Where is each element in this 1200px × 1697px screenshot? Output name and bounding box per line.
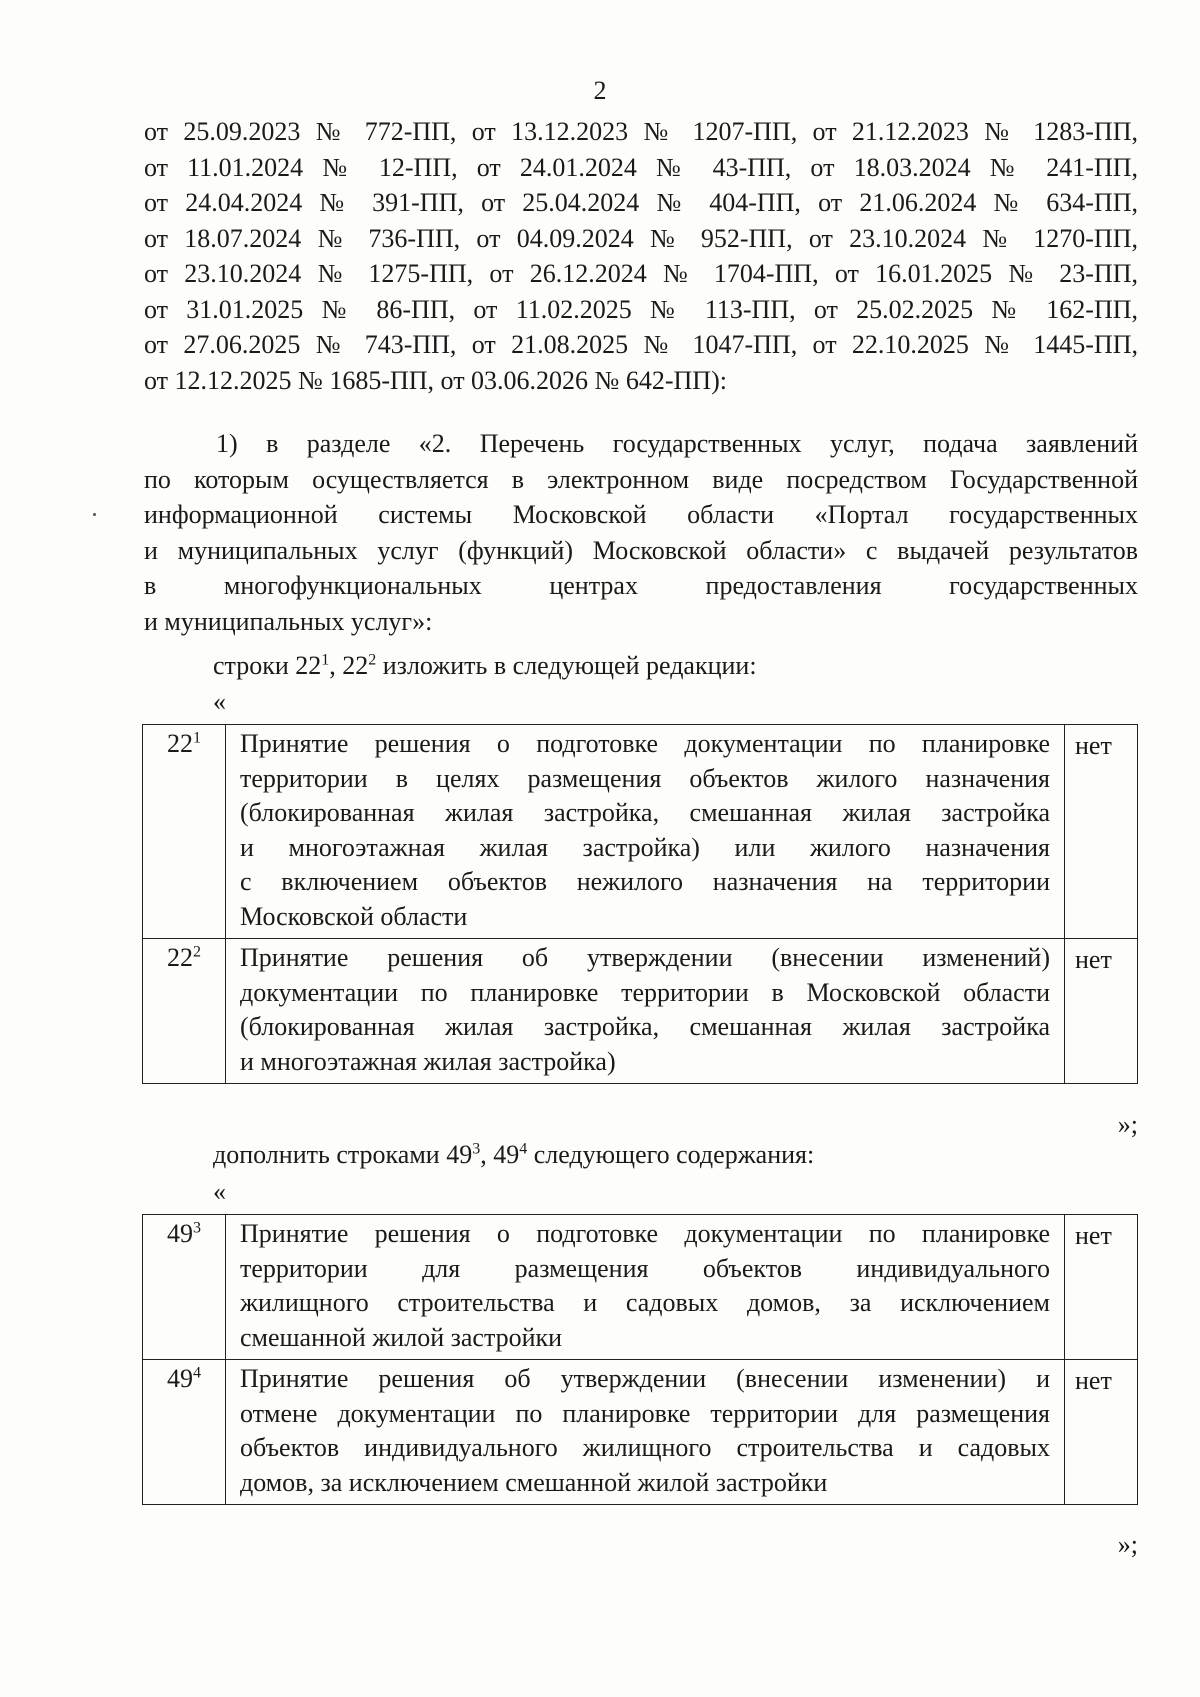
availability-flag: нет xyxy=(1065,1360,1138,1505)
scan-speck xyxy=(93,513,96,516)
close-quote: »; xyxy=(1117,1530,1138,1559)
service-name: Принятие решения о подготовке документации по планировке территории в целях размещения объектов жилого назначения (блокированная жилая застройка, смешанная жилая застройка и многоэтажная жилая застройка) или жилого назначения с включением объектов нежилого назначения на территории Московской области xyxy=(226,725,1065,939)
text-line: в многофункциональных центрах предоставления государственных xyxy=(144,571,1138,600)
text-line: от 27.06.2025 № 743-ПП, от 21.08.2025 № 1047-ПП, от 22.10.2025 № 1445-ПП, xyxy=(144,330,1138,359)
text-line: и муниципальных услуг»: xyxy=(144,606,433,636)
availability-flag: нет xyxy=(1065,1215,1138,1360)
service-name: Принятие решения о подготовке документации по планировке территории для размещения объектов индивидуального жилищного строительства и садовых домов, за исключением смешанной жилой застройки xyxy=(226,1215,1065,1360)
open-quote: « xyxy=(213,1177,226,1206)
services-table-1 xyxy=(142,724,1138,1084)
availability-flag: нет xyxy=(1065,939,1138,1084)
open-quote: « xyxy=(213,687,226,716)
amendment-list-paragraph xyxy=(144,114,1138,398)
text-line: от 25.09.2023 № 772-ПП, от 13.12.2023 № 1207-ПП, от 21.12.2023 № 1283-ПП, xyxy=(144,117,1138,146)
table-row xyxy=(143,1215,1138,1360)
text-line: от 18.07.2024 № 736-ПП, от 04.09.2024 № 952-ПП, от 23.10.2024 № 1270-ПП, xyxy=(144,223,1138,253)
services-table-2 xyxy=(142,1214,1138,1505)
text-line: от 11.01.2024 № 12-ПП, от 24.01.2024 № 43-ПП, от 18.03.2024 № 241-ПП, xyxy=(144,152,1138,182)
table-row xyxy=(143,1360,1138,1505)
table-row xyxy=(143,725,1138,939)
item-1-paragraph xyxy=(144,426,1138,639)
text-line: и муниципальных услуг (функций) Московской области» с выдачей результатов xyxy=(144,535,1138,565)
service-name: Принятие решения об утверждении (внесении изменении) и отмене документации по планировке территории для размещения объектов индивидуального жилищного строительства и садовых домов, за исключением смешанной жилой застройки xyxy=(226,1360,1065,1505)
row-number: $22^1$ xyxy=(143,725,226,939)
text-line: от 23.10.2024 № 1275-ПП, от 26.12.2024 № 1704-ПП, от 16.01.2025 № 23-ПП, xyxy=(144,259,1138,288)
text-line: от 31.01.2025 № 86-ПП, от 11.02.2025 № 113-ПП, от 25.02.2025 № 162-ПП, xyxy=(144,294,1138,324)
section-1-intro: строки $22^1$, $22^2$ изложить в следующей редакции: xyxy=(213,651,757,680)
section-2-intro: дополнить строками $49^3$, $49^4$ следующего содержания: xyxy=(213,1140,815,1169)
text-line: по которым осуществляется в электронном виде посредством Государственной xyxy=(144,464,1138,494)
service-name: Принятие решения об утверждении (внесении изменений) документации по планировке территории в Московской области (блокированная жилая застройка, смешанная жилая застройка и многоэтажная жилая застройка) xyxy=(226,939,1065,1084)
availability-flag: нет xyxy=(1065,725,1138,939)
table-row xyxy=(143,939,1138,1084)
row-number: $22^2$ xyxy=(143,939,226,1084)
row-number: $49^3$ xyxy=(143,1215,226,1360)
text-line: от 12.12.2025 № 1685-ПП, от 03.06.2026 № 642-ПП): xyxy=(144,365,727,395)
text-line: от 24.04.2024 № 391-ПП, от 25.04.2024 № 404-ПП, от 21.06.2024 № 634-ПП, xyxy=(144,188,1138,217)
row-number: $49^4$ xyxy=(143,1360,226,1505)
close-quote: »; xyxy=(1117,1110,1138,1139)
page-number: 2 xyxy=(593,76,607,105)
text-line: 1) в разделе «2. Перечень государственных услуг, подача заявлений xyxy=(216,429,1138,458)
text-line: информационной системы Московской области «Портал государственных xyxy=(144,500,1138,529)
